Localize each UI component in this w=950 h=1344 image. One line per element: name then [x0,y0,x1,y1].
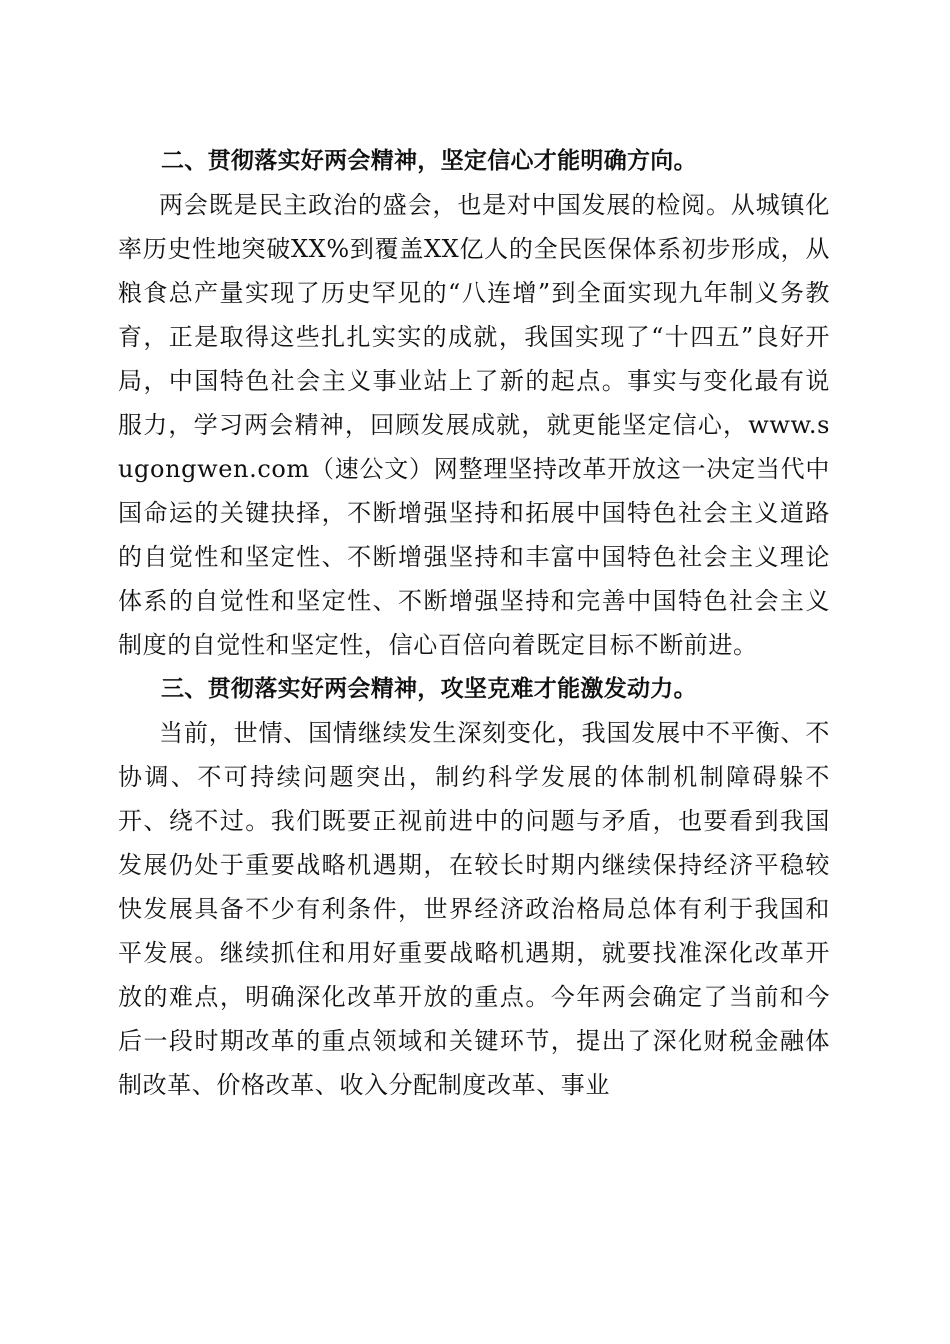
section-paragraph-3: 当前，世情、国情继续发生深刻变化，我国发展中不平衡、不协调、不可持续问题突出，制约科学发展的体制机制障碍躲不开、绕不过。我们既要正视前进中的问题与矛盾，也要看到我国发展仍处于重要战略机遇期，在较长时期内继续保持经济平稳较快发展具备不少有利条件，世界经济政治格局总体有利于我国和平发展。继续抓住和用好重要战略机遇期，就要找准深化改革开放的难点，明确深化改革开放的重点。今年两会确定了当前和今后一段时期改革的重点领域和关键环节，提出了深化财税金融体制改革、价格改革、收入分配制度改革、事业 [118,719,830,1099]
section-paragraph-2: 两会既是民主政治的盛会，也是对中国发展的检阅。从城镇化率历史性地突破XX%到覆盖XX亿人的全民医保体系初步形成，从粮食总产量实现了历史罕见的“八连增”到全面实现九年制义务教育，正是取得这些扎扎实实的成就，我国实现了“十四五”良好开局，中国特色社会主义事业站上了新的起点。事实与变化最有说服力，学习两会精神，回顾发展成就，就更能坚定信心，www.sugongwen.com（速公文）网整理坚持改革开放这一决定当代中国命运的关键抉择，不断增强坚持和拓展中国特色社会主义道路的自觉性和坚定性、不断增强坚持和丰富中国特色社会主义理论体系的自觉性和坚定性、不断增强坚持和完善中国特色社会主义制度的自觉性和坚定性，信心百倍向着既定目标不断前进。 [118,191,830,659]
section-heading-2: 二、贯彻落实好两会精神，坚定信心才能明确方向。 [161,148,697,174]
document-body [118,139,830,1107]
section-heading-3: 三、贯彻落实好两会精神，攻坚克难才能激发动力。 [161,676,697,702]
